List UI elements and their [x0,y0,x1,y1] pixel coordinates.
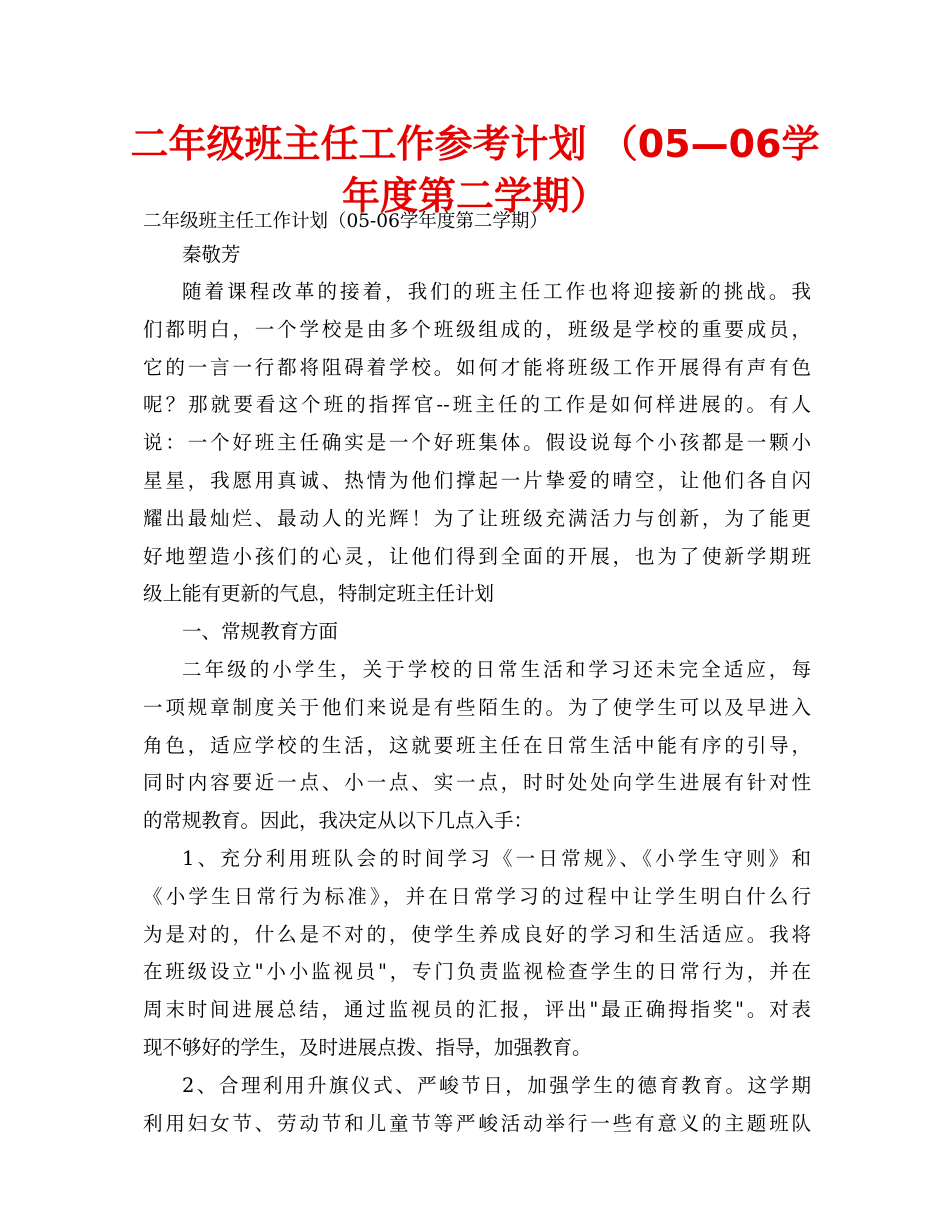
paragraph-line: 们都明白，一个学校是由多个班级组成的，班级是学校的重要成员， [143,317,811,341]
paragraph-line: 星星，我愿用真诚、热情为他们撑起一片挚爱的晴空，让他们各自闪 [143,468,811,492]
paragraph-line: 说：一个好班主任确实是一个好班集体。假设说每个小孩都是一颗小 [143,431,811,455]
paragraph-line: 为是对的，什么是不对的，使学生养成良好的学习和生活适应。我将 [143,922,811,946]
paragraph-line: 利用妇女节、劳动节和儿童节等严峻活动举行一些有意义的主题班队 [143,1111,811,1135]
title-line-2: 年度第二学期） [341,174,608,218]
paragraph-line: 它的一言一行都将阻碍着学校。如何才能将班级工作开展得有声有色 [143,355,811,379]
paragraph-line: 二年级的小学生，关于学校的日常生活和学习还未完全适应，每 [182,657,811,681]
paragraph-line: 在班级设立"小小监视员"，专门负责监视检查学生的日常行为，并在 [143,960,811,984]
author-name: 秦敬芳 [182,243,241,266]
document-body [143,208,811,1142]
paragraph-line: 现不够好的学生，及时进展点拨、指导，加强教育。 [143,1035,592,1059]
title-line-1: 二年级班主任工作参考计划 （05—06学 [130,122,820,166]
paragraph-line: 2、合理利用升旗仪式、严峻节日，加强学生的德育教育。这学期 [182,1073,811,1097]
paragraph-line: 呢？那就要看这个班的指挥官--班主任的工作是如何样进展的。有人 [143,393,811,417]
paragraph-line: 《小学生日常行为标准》，并在日常学习的过程中让学生明白什么行 [143,884,811,908]
section-heading: 一、常规教育方面 [182,620,339,644]
paragraph-line: 1、充分利用班队会的时间学习《一日常规》、《小学生守则》和 [182,846,811,870]
paragraph-line: 一项规章制度关于他们来说是有些陌生的。为了使学生可以及早进入 [143,695,811,719]
document-title [100,118,850,222]
paragraph-line: 周末时间进展总结，通过监视员的汇报，评出"最正确拇指奖"。对表 [143,998,811,1022]
paragraph-line: 好地塑造小孩们的心灵，让他们得到全面的开展，也为了使新学期班 [143,544,811,568]
paragraph-line: 级上能有更新的气息，特制定班主任计划 [143,582,495,606]
paragraph-line: 角色，适应学校的生活，这就要班主任在日常生活中能有序的引导， [143,733,811,757]
document-subtitle: 二年级班主任工作计划（05-06学年度第二学期） [143,211,548,232]
paragraph-line: 同时内容要近一点、小一点、实一点，时时处处向学生进展有针对性 [143,771,811,795]
paragraph-line: 随着课程改革的接着，我们的班主任工作也将迎接新的挑战。我 [182,280,811,303]
paragraph-line: 耀出最灿烂、最动人的光辉！为了让班级充满活力与创新，为了能更 [143,506,811,530]
paragraph-line: 的常规教育。因此，我决定从以下几点入手： [143,809,534,833]
